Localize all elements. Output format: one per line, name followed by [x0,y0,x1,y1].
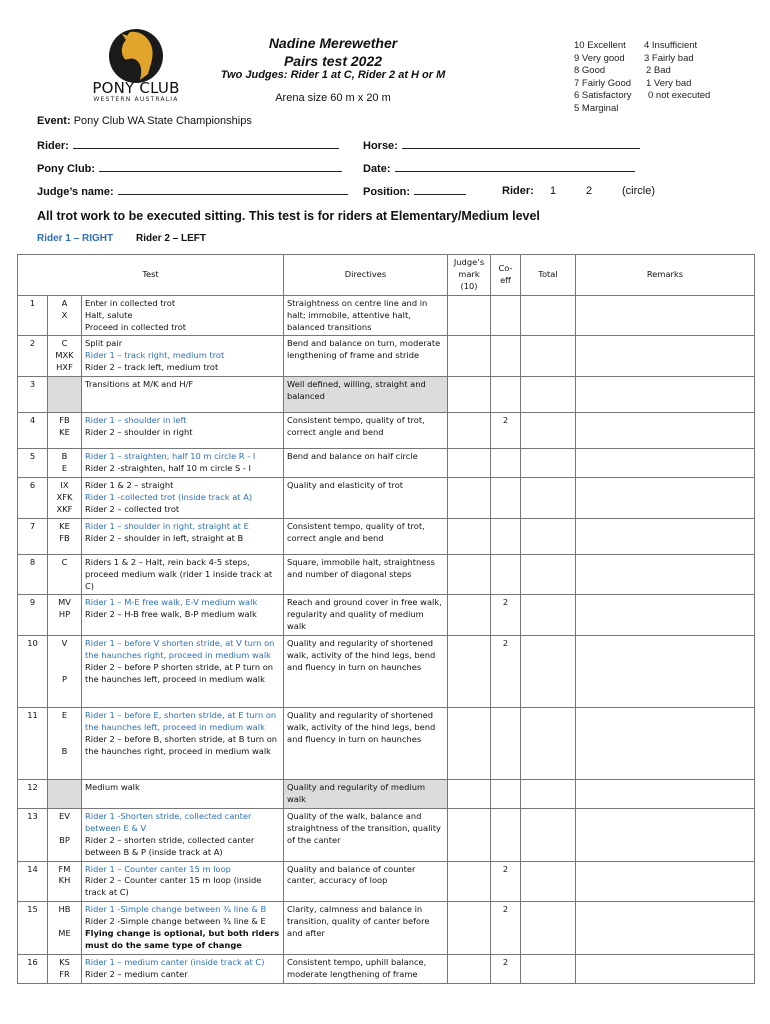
coeff-cell [491,780,521,809]
test-cell [82,377,284,413]
test-cell [82,808,284,861]
directives-cell [284,780,448,809]
judge-mark-cell[interactable] [448,377,491,413]
event-value: Pony Club WA State Championships [73,115,252,127]
directives-cell [284,861,448,902]
marker: X [61,309,68,320]
test-cell [82,295,284,336]
marker [51,650,78,662]
test-cell [82,902,284,955]
test-line: Proceed in collected trot [85,321,187,332]
test-line: Rider 2 – shoulder in left, straight at B [85,532,244,543]
coeff-cell [491,518,521,554]
marker: FM [58,863,71,874]
header-total: Total [521,255,576,296]
remarks-cell[interactable] [576,902,755,955]
directive-text: Quality and regularity of medium walk [287,782,426,805]
marker [51,662,78,674]
table-row [18,902,755,955]
page-title: Nadine Merewether [268,35,398,51]
markers-cell [48,518,82,554]
test-line: Rider 1 – M-E free walk, E-V medium walk [85,597,258,608]
scale-item: 9 Very good [574,52,625,64]
movement-number: 10 [18,636,48,708]
scale-item: 1 Very bad [646,77,692,89]
sitting-trot-notice: All trot work to be executed sitting. This test is for riders at Elementary/Medium level [37,209,540,223]
directive-text: Straightness on centre line and in halt; immobile, attentive halt, balanced transitions [287,297,428,332]
marker: KE [59,427,70,438]
test-cell [82,636,284,708]
marker: C [61,556,68,567]
horse-input-line[interactable] [402,139,640,149]
remarks-cell[interactable] [576,336,755,377]
judges-subtitle: Two Judges: Rider 1 at C, Rider 2 at H or M [220,69,446,81]
test-line: Rider 2 -straighten, half 10 m circle S - I [85,463,251,474]
directive-text: Consistent tempo, quality of trot, correct angle and bend [287,520,425,543]
pony-club-input-line[interactable] [99,162,342,172]
judge-mark-cell[interactable] [448,554,491,595]
test-cell [82,954,284,983]
table-row [18,477,755,518]
marker: E [61,463,68,474]
directive-text: Quality and elasticity of trot [287,479,404,490]
header-mark: Judge’s mark (10) [448,255,491,296]
test-cell [82,708,284,780]
markers-cell [48,636,82,708]
test-line: Enter in collected trot [85,297,176,308]
coeff-cell: 2 [491,861,521,902]
table-row [18,954,755,983]
test-line: Rider 1 – straighten, half 10 m circle R - I [85,451,256,462]
judge-mark-cell[interactable] [448,449,491,478]
coeff-cell [491,554,521,595]
position-input-line[interactable] [414,185,466,195]
marker: FB [59,415,70,426]
header-test: Test [18,255,284,296]
movement-number: 4 [18,413,48,449]
marker: XFK [56,491,73,502]
table-header-row [18,255,755,296]
coeff-cell [491,477,521,518]
marker [51,722,78,734]
markers-cell [48,595,82,636]
test-line: Rider 2 -Simple change between ¾ line & E [85,916,266,927]
judge-mark-cell[interactable] [448,708,491,780]
total-cell[interactable] [521,518,576,554]
coeff-cell [491,295,521,336]
scale-item: 7 Fairly Good [574,77,632,89]
movement-number: 3 [18,377,48,413]
coeff-cell [491,449,521,478]
total-cell[interactable] [521,595,576,636]
test-line: Rider 1 & 2 – straight [85,479,174,490]
test-line: Rider 1 – before V shorten stride, at V turn on the haunches right, proceed in medium walk [85,638,275,661]
markers-cell [48,902,82,955]
header-directives: Directives [284,255,448,296]
test-cell [82,595,284,636]
horse-field[interactable] [363,139,640,152]
logo-subtitle: WESTERN AUSTRALIA [93,96,179,103]
total-cell[interactable] [521,708,576,780]
directive-text: Consistent tempo, uphill balance, moderate lengthening of frame [287,956,427,979]
total-cell[interactable] [521,636,576,708]
scale-item: 5 Marginal [574,102,619,114]
coeff-cell [491,808,521,861]
judge-mark-cell[interactable] [448,336,491,377]
markers-cell [48,295,82,336]
directive-text: Quality and regularity of shortened walk, activity of the hind legs, bend and fluency in turn on haunches [287,710,436,744]
rider-select [502,185,534,197]
total-cell[interactable] [521,477,576,518]
marker: KE [59,520,70,531]
movement-number: 9 [18,595,48,636]
pony-club-field[interactable] [37,162,342,175]
test-line: Rider 1 -collected trot (inside track at A) [85,491,253,502]
judge-input-line[interactable] [118,185,348,195]
marker [51,823,78,835]
directive-text: Reach and ground cover in free walk, regularity and quality of medium walk [287,597,442,632]
judge-label: Judge’s name: [37,186,114,198]
coeff-cell: 2 [491,595,521,636]
test-line: Rider 1 – shoulder in right, straight at E [85,520,249,531]
marker: FR [59,968,70,979]
table-row [18,554,755,595]
marker: XKF [56,503,73,514]
logo-title: PONY CLUB [92,79,180,97]
marker: B [61,451,68,462]
table-row [18,518,755,554]
table-row [18,636,755,708]
test-line: Rider 1 -Shorten stride, collected canter between E & V [85,810,252,833]
total-cell[interactable] [521,780,576,809]
movement-number: 12 [18,780,48,809]
remarks-cell[interactable] [576,780,755,809]
total-cell[interactable] [521,861,576,902]
test-line: Rider 2 – shorten stride, collected canter between B & P (inside track at A) [85,834,255,857]
directives-cell [284,636,448,708]
date-input-line[interactable] [395,162,635,172]
test-line: Rider 2 – before P shorten stride, at P turn on the haunches left, proceed in medium walk [85,661,274,684]
directives-cell [284,336,448,377]
markers-cell [48,413,82,449]
position-field[interactable] [363,185,466,198]
markers-cell [48,449,82,478]
marker: HB [58,904,71,915]
scale-item: 10 Excellent [574,40,626,51]
test-line: Rider 2 – before B, shorten stride, at B turn on the haunches right, proceed in medium walk [85,733,278,756]
marker: C [61,338,68,349]
directives-cell [284,377,448,413]
test-sheet-table [17,254,755,984]
coeff-cell: 2 [491,413,521,449]
markers-cell [48,954,82,983]
judge-mark-cell[interactable] [448,954,491,983]
test-cell [82,336,284,377]
total-cell[interactable] [521,295,576,336]
scale-item: 2 Bad [646,65,671,77]
rider-field[interactable] [37,139,339,152]
markers-cell [48,708,82,780]
test-line: Rider 2 – H-B free walk, B-P medium walk [85,609,257,620]
scale-item: 6 Satisfactory [574,90,632,102]
test-line: Rider 2 – shoulder in right [85,427,193,438]
rider-select-label: Rider: [502,185,534,197]
marker: V [61,638,68,649]
test-cell [82,518,284,554]
movement-number: 8 [18,554,48,595]
coeff-cell [491,336,521,377]
event-label: Event: [37,115,71,127]
markers-cell [48,336,82,377]
total-cell[interactable] [521,413,576,449]
rider-option-2[interactable]: 2 [586,185,593,197]
total-cell[interactable] [521,336,576,377]
marker: IX [60,479,69,490]
rider-label: Rider: [37,140,69,152]
remarks-cell[interactable] [576,449,755,478]
coeff-cell [491,708,521,780]
marker [51,916,78,928]
directive-text: Quality of the walk, balance and straightness of the transition, quality of the canter [287,810,441,845]
directives-cell [284,708,448,780]
marking-scale-left [574,40,632,116]
judge-mark-cell[interactable] [448,518,491,554]
movement-number: 16 [18,954,48,983]
directives-cell [284,954,448,983]
test-line: Transitions at M/K and H/F [85,379,194,390]
directives-cell [284,295,448,336]
directives-cell [284,554,448,595]
header-coeff: Co-eff [491,255,521,296]
judge-mark-cell[interactable] [448,861,491,902]
remarks-cell[interactable] [576,954,755,983]
total-cell[interactable] [521,808,576,861]
test-cell [82,780,284,809]
arena-size: Arena size 60 m x 20 m [275,92,391,104]
table-row [18,808,755,861]
test-cell [82,554,284,595]
directives-cell [284,477,448,518]
remarks-cell[interactable] [576,595,755,636]
judge-mark-cell[interactable] [448,636,491,708]
circle-hint: (circle) [622,185,655,197]
test-line: Rider 1 -Simple change between ¾ line & B [85,904,267,915]
remarks-cell[interactable] [576,295,755,336]
rider-input-line[interactable] [73,139,339,149]
remarks-cell[interactable] [576,377,755,413]
position-label: Position: [363,186,411,198]
judge-mark-cell[interactable] [448,780,491,809]
test-line: Rider 1 – before E, shorten stride, at E turn on the haunches left, proceed in medium walk [85,710,277,733]
marker: KH [58,875,71,886]
remarks-cell[interactable] [576,518,755,554]
directives-cell [284,902,448,955]
remarks-cell[interactable] [576,413,755,449]
table-row [18,780,755,809]
date-label: Date: [363,163,391,175]
scale-item: 0 not executed [648,90,711,102]
test-line: Rider 1 – shoulder in left [85,415,187,426]
marker: KS [59,956,70,967]
judge-mark-cell[interactable] [448,595,491,636]
date-field[interactable] [363,162,635,175]
test-line: Rider 2 – Counter canter 15 m loop (inside track at C) [85,875,262,898]
test-name: Pairs test 2022 [283,53,383,69]
total-cell[interactable] [521,377,576,413]
table-row [18,295,755,336]
test-cell [82,477,284,518]
markers-cell [48,554,82,595]
directive-text: Quality and balance of counter canter, accuracy of loop [287,863,416,886]
directive-text: Square, immobile halt, straightness and number of diagonal steps [287,556,435,579]
marker: A [61,297,68,308]
test-line: Halt, salute [85,309,133,320]
markers-cell [48,780,82,809]
test-cell [82,413,284,449]
directive-text: Quality and regularity of shortened walk, activity of the hind legs, bend and fluency in turn on haunches [287,638,436,672]
rider1-legend: Rider 1 – RIGHT [37,233,114,244]
rider2-legend: Rider 2 – LEFT [136,233,207,244]
test-line: Rider 2 – collected trot [85,503,180,514]
directive-text: Consistent tempo, quality of trot, correct angle and bend [287,415,425,438]
marker: MV [58,597,71,608]
header-remarks: Remarks [576,255,755,296]
rider-option-1[interactable]: 1 [550,185,557,197]
total-cell[interactable] [521,954,576,983]
movement-number: 15 [18,902,48,955]
total-cell[interactable] [521,449,576,478]
test-line: Medium walk [85,782,140,793]
table-row [18,449,755,478]
movement-number: 2 [18,336,48,377]
event-line [37,115,252,127]
movement-number: 11 [18,708,48,780]
movement-number: 13 [18,808,48,861]
judge-field[interactable] [37,185,348,198]
test-line: Riders 1 & 2 – Halt, rein back 4-5 steps, proceed medium walk (rider 1 inside track at C) [85,556,273,591]
test-cell [82,449,284,478]
marker: P [61,673,67,684]
test-line: Rider 1 – medium canter (inside track at C) [85,956,265,967]
test-cell [82,861,284,902]
scale-item: 4 Insufficient [644,40,698,51]
judge-mark-cell[interactable] [448,413,491,449]
directives-cell [284,808,448,861]
movement-number: 7 [18,518,48,554]
marker: BP [59,834,70,845]
markers-cell [48,377,82,413]
marker: E [61,710,68,721]
marker [51,734,78,746]
remarks-cell[interactable] [576,554,755,595]
total-cell[interactable] [521,902,576,955]
marker: HP [58,609,71,620]
marker: MXK [55,350,74,361]
movement-number: 1 [18,295,48,336]
remarks-cell[interactable] [576,808,755,861]
movement-number: 5 [18,449,48,478]
test-line: Split pair [85,338,123,349]
table-row [18,377,755,413]
remarks-cell[interactable] [576,477,755,518]
remarks-cell[interactable] [576,708,755,780]
table-row [18,708,755,780]
directives-cell [284,518,448,554]
judge-mark-cell[interactable] [448,477,491,518]
judge-mark-cell[interactable] [448,902,491,955]
judge-mark-cell[interactable] [448,808,491,861]
markers-cell [48,477,82,518]
directives-cell [284,595,448,636]
table-row [18,595,755,636]
remarks-cell[interactable] [576,861,755,902]
pony-club-label: Pony Club: [37,163,96,175]
test-line: Rider 1 – track right, medium trot [85,350,225,361]
scale-item: 3 Fairly bad [644,52,694,64]
test-line: Rider 2 – medium canter [85,968,188,979]
coeff-cell: 2 [491,954,521,983]
test-line: Rider 1 – Counter canter 15 m loop [85,863,231,874]
marking-scale-right [644,40,710,103]
total-cell[interactable] [521,554,576,595]
movement-number: 14 [18,861,48,902]
directive-text: Bend and balance on half circle [287,451,418,462]
test-line: Flying change is optional, but both riders must do the same type of change [85,928,280,950]
horse-label: Horse: [363,140,398,152]
markers-cell [48,861,82,902]
judge-mark-cell[interactable] [448,295,491,336]
coeff-cell: 2 [491,902,521,955]
directive-text: Well defined, willing, straight and balanced [287,379,426,402]
remarks-cell[interactable] [576,636,755,708]
table-row [18,861,755,902]
movement-number: 6 [18,477,48,518]
coeff-cell: 2 [491,636,521,708]
directive-text: Bend and balance on turn, moderate lengthening of frame and stride [287,338,441,361]
directives-cell [284,449,448,478]
markers-cell [48,808,82,861]
scale-item: 8 Good [574,65,606,77]
marker: ME [58,928,71,939]
marker: B [61,745,68,756]
marker: EV [59,810,70,821]
marker: FB [59,532,70,543]
marker: HXF [56,362,73,373]
test-line: Rider 2 – track left, medium trot [85,362,219,373]
table-row [18,336,755,377]
table-row [18,413,755,449]
directive-text: Clarity, calmness and balance in transition, quality of canter before and after [287,904,430,939]
directives-cell [284,413,448,449]
coeff-cell [491,377,521,413]
